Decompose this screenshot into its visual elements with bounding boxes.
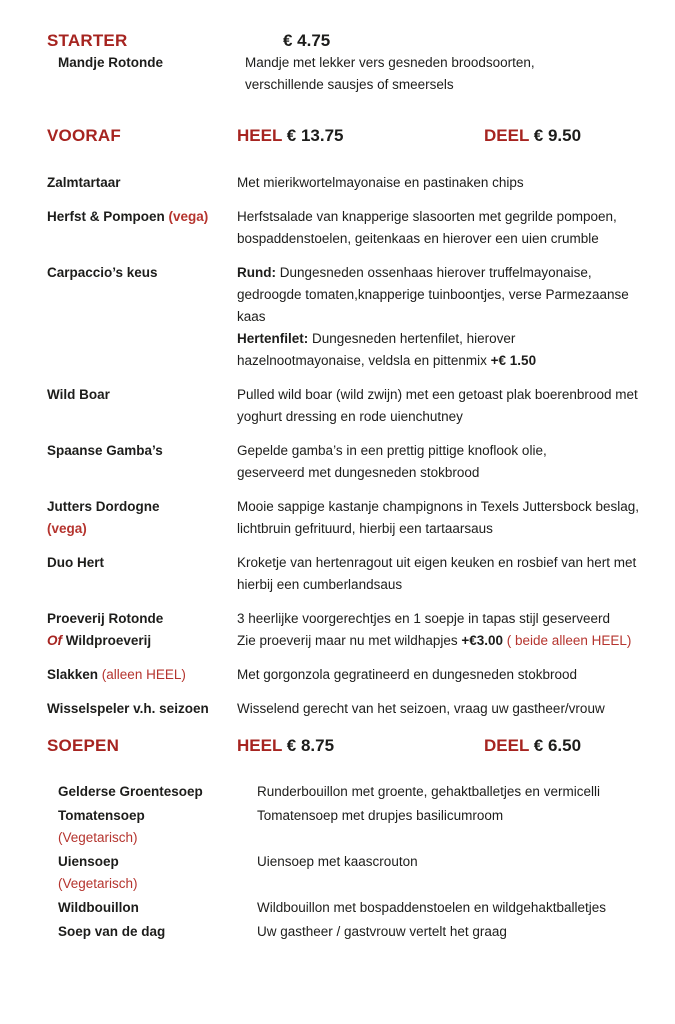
text-run: Of xyxy=(47,633,66,648)
text-run: hierbij een cumberlandsaus xyxy=(237,577,403,592)
item-name-line xyxy=(47,630,237,652)
item-description xyxy=(237,897,675,919)
item-name xyxy=(47,851,237,895)
deel-label: DEEL xyxy=(484,736,530,755)
text-run: Wildproeverij xyxy=(65,633,152,648)
text-run: verschillende sausjes of smeersels xyxy=(245,77,454,92)
heel-label: HEEL xyxy=(237,736,283,755)
item-name-line xyxy=(47,851,237,873)
item-name xyxy=(47,262,237,284)
item-description-line xyxy=(237,698,675,720)
item-description-line xyxy=(237,228,675,250)
item-description-line xyxy=(237,805,675,827)
text-run: Met gorgonzola gegratineerd en dungesneden stokbrood xyxy=(237,667,577,682)
text-run: Duo Hert xyxy=(47,555,104,570)
text-run: Mooie sappige kastanje champignons in Texels Juttersbock beslag, xyxy=(237,499,639,514)
text-run: Jutters Dordogne xyxy=(47,499,160,514)
section-prices xyxy=(237,30,675,52)
text-run: 3 heerlijke voorgerechtjes en 1 soepje in tapas stijl geserveerd xyxy=(237,611,610,626)
item-name-line xyxy=(47,873,237,895)
item-description xyxy=(237,664,675,686)
section-title: SOEPEN xyxy=(47,736,120,755)
deel-label: DEEL xyxy=(484,126,530,145)
item-description-line xyxy=(237,74,675,96)
menu-item xyxy=(47,384,675,428)
text-run: Mandje Rotonde xyxy=(58,55,163,70)
menu-item xyxy=(47,206,675,250)
item-description-line xyxy=(237,350,675,372)
text-run: Slakken xyxy=(47,667,102,682)
section-title: STARTER xyxy=(47,31,128,50)
item-description-line xyxy=(237,52,675,74)
deel-price-group xyxy=(484,735,581,758)
item-name-line xyxy=(47,206,237,228)
text-run: Dungesneden ossenhaas hierover truffelmayonaise, xyxy=(275,265,592,280)
text-run: (Vegetarisch) xyxy=(58,876,138,891)
menu-item xyxy=(47,440,675,484)
section-header-row xyxy=(47,30,675,52)
text-run: Herfst & Pompoen xyxy=(47,209,169,224)
item-description xyxy=(237,805,675,827)
item-name-line xyxy=(47,698,237,720)
menu-item xyxy=(47,172,675,194)
item-description-line xyxy=(237,306,675,328)
section-title: VOORAF xyxy=(47,126,121,145)
menu-section-soepen xyxy=(47,735,675,943)
item-name-line xyxy=(47,608,237,630)
text-run: (Vegetarisch) xyxy=(58,830,138,845)
item-description xyxy=(237,262,675,372)
text-run: bospaddenstoelen, geitenkaas en hierover een uien crumble xyxy=(237,231,599,246)
text-run: Runderbouillon met groente, gehaktballetjes en vermicelli xyxy=(257,784,600,799)
text-run: (alleen HEEL) xyxy=(101,667,186,682)
item-description-line xyxy=(237,462,675,484)
heel-price-group xyxy=(237,735,334,758)
menu-section-starter xyxy=(47,30,675,96)
item-name-line xyxy=(47,897,237,919)
item-name-line xyxy=(47,172,237,194)
item-description xyxy=(237,781,675,803)
text-run: hazelnootmayonaise, veldsla en pittenmix xyxy=(237,353,491,368)
item-name-line xyxy=(47,518,237,540)
item-description-line xyxy=(237,172,675,194)
text-run: Zalmtartaar xyxy=(47,175,121,190)
menu-item xyxy=(47,52,675,96)
text-run: Met mierikwortelmayonaise en pastinaken chips xyxy=(237,175,524,190)
menu-item xyxy=(47,664,675,686)
menu-item xyxy=(47,698,675,720)
item-description-line xyxy=(237,781,675,803)
menu-item xyxy=(47,496,675,540)
text-run: Tomatensoep xyxy=(58,808,145,823)
text-run: Proeverij Rotonde xyxy=(47,611,164,626)
text-run: ( beide alleen HEEL) xyxy=(503,633,632,648)
item-name-line xyxy=(47,781,237,803)
item-name xyxy=(47,805,237,849)
item-name-line xyxy=(47,440,237,462)
text-run: +€3.00 xyxy=(461,633,504,648)
text-run: geserveerd met dungesneden stokbrood xyxy=(237,465,480,480)
text-run: yoghurt dressing en rode uienchutney xyxy=(237,409,463,424)
item-description xyxy=(237,698,675,720)
item-description xyxy=(237,921,675,943)
text-run: Gelderse Groentesoep xyxy=(58,784,203,799)
heel-price-group xyxy=(237,125,344,148)
text-run: Tomatensoep met drupjes basilicumroom xyxy=(257,808,504,823)
text-run: Kroketje van hertenragout uit eigen keuken en rosbief van hert met xyxy=(237,555,637,570)
text-run: Rund: xyxy=(237,265,276,280)
item-name-line xyxy=(47,805,237,827)
section-header-row xyxy=(47,125,675,147)
item-description-line xyxy=(237,328,675,350)
item-description-line xyxy=(237,206,675,228)
text-run: Wild Boar xyxy=(47,387,110,402)
item-name xyxy=(47,496,237,540)
deel-amount: € 6.50 xyxy=(533,736,582,755)
section-header-row xyxy=(47,735,675,757)
item-name xyxy=(47,552,237,574)
item-name xyxy=(47,897,237,919)
item-description-line xyxy=(237,440,675,462)
item-name xyxy=(47,781,237,803)
item-description xyxy=(237,552,675,596)
text-run: (vega) xyxy=(47,521,87,536)
item-name-line xyxy=(47,827,237,849)
item-description xyxy=(237,172,675,194)
item-name xyxy=(47,440,237,462)
item-name-line xyxy=(47,921,237,943)
item-description-line xyxy=(237,406,675,428)
item-name xyxy=(47,664,237,686)
item-name xyxy=(47,384,237,406)
item-name-line xyxy=(47,552,237,574)
section-prices xyxy=(237,125,675,147)
text-run: Soep van de dag xyxy=(58,924,166,939)
text-run: Uiensoep xyxy=(58,854,119,869)
item-name xyxy=(47,206,237,228)
text-run: +€ 1.50 xyxy=(490,353,537,368)
text-run: Zie proeverij maar nu met wildhapjes xyxy=(237,633,462,648)
text-run: Uw gastheer / gastvrouw vertelt het graag xyxy=(257,924,507,939)
section-price: € 4.75 xyxy=(283,31,331,50)
menu-item xyxy=(47,897,675,919)
menu-item xyxy=(47,921,675,943)
menu-section-vooraf xyxy=(47,125,675,720)
menu-item xyxy=(47,851,675,895)
item-description xyxy=(237,52,675,96)
item-name xyxy=(47,921,237,943)
item-name-line xyxy=(47,496,237,518)
text-run: (vega) xyxy=(168,209,209,224)
item-description-line xyxy=(237,496,675,518)
item-name xyxy=(47,172,237,194)
menu-item xyxy=(47,552,675,596)
text-run: Wildbouillon xyxy=(58,900,139,915)
item-description xyxy=(237,608,675,652)
text-run: Wisselspeler v.h. seizoen xyxy=(47,701,209,716)
menu-item xyxy=(47,262,675,372)
text-run: gedroogde tomaten,knapperige tuinboontjes, verse Parmezaanse xyxy=(237,287,629,302)
item-description-line xyxy=(237,518,675,540)
item-description-line xyxy=(237,897,675,919)
item-description-line xyxy=(237,284,675,306)
text-run: Mandje met lekker vers gesneden broodsoorten, xyxy=(245,55,535,70)
heel-amount: € 8.75 xyxy=(286,736,335,755)
item-description-line xyxy=(237,630,675,652)
item-description-line xyxy=(237,384,675,406)
item-description-line xyxy=(237,262,675,284)
item-description xyxy=(237,440,675,484)
item-description xyxy=(237,496,675,540)
item-description xyxy=(237,384,675,428)
item-name xyxy=(47,698,237,720)
section-prices xyxy=(237,735,675,757)
text-run: Herfstsalade van knapperige slasoorten met gegrilde pompoen, xyxy=(237,209,617,224)
text-run: lichtbruin gefrituurd, hierbij een tartaarsaus xyxy=(237,521,493,536)
item-description xyxy=(237,851,675,873)
text-run: Hertenfilet: xyxy=(237,331,309,346)
text-run: Gepelde gamba’s in een prettig pittige knoflook olie, xyxy=(237,443,547,458)
item-description xyxy=(237,206,675,250)
item-name-line xyxy=(47,384,237,406)
heel-label: HEEL xyxy=(237,126,283,145)
text-run: Wildbouillon met bospaddenstoelen en wildgehaktballetjes xyxy=(257,900,606,915)
item-description-line xyxy=(237,608,675,630)
text-run: kaas xyxy=(237,309,266,324)
text-run: Spaanse Gamba’s xyxy=(47,443,163,458)
text-run: Pulled wild boar (wild zwijn) met een getoast plak boerenbrood met xyxy=(237,387,638,402)
item-description-line xyxy=(237,664,675,686)
item-name xyxy=(47,608,237,652)
item-name-line xyxy=(47,52,237,74)
item-description-line xyxy=(237,921,675,943)
heel-amount: € 13.75 xyxy=(286,126,344,145)
menu-item xyxy=(47,805,675,849)
item-description-line xyxy=(237,574,675,596)
item-description-line xyxy=(237,552,675,574)
item-description-line xyxy=(237,851,675,873)
menu-item xyxy=(47,781,675,803)
item-name xyxy=(47,52,237,74)
text-run: Dungesneden hertenfilet, hierover xyxy=(308,331,516,346)
text-run: Carpaccio’s keus xyxy=(47,265,158,280)
item-name-line xyxy=(47,664,237,686)
item-name-line xyxy=(47,262,237,284)
menu-item xyxy=(47,608,675,652)
text-run: Wisselend gerecht van het seizoen, vraag uw gastheer/vrouw xyxy=(237,701,605,716)
deel-price-group xyxy=(484,125,581,148)
deel-amount: € 9.50 xyxy=(533,126,582,145)
text-run: Uiensoep met kaascrouton xyxy=(257,854,418,869)
